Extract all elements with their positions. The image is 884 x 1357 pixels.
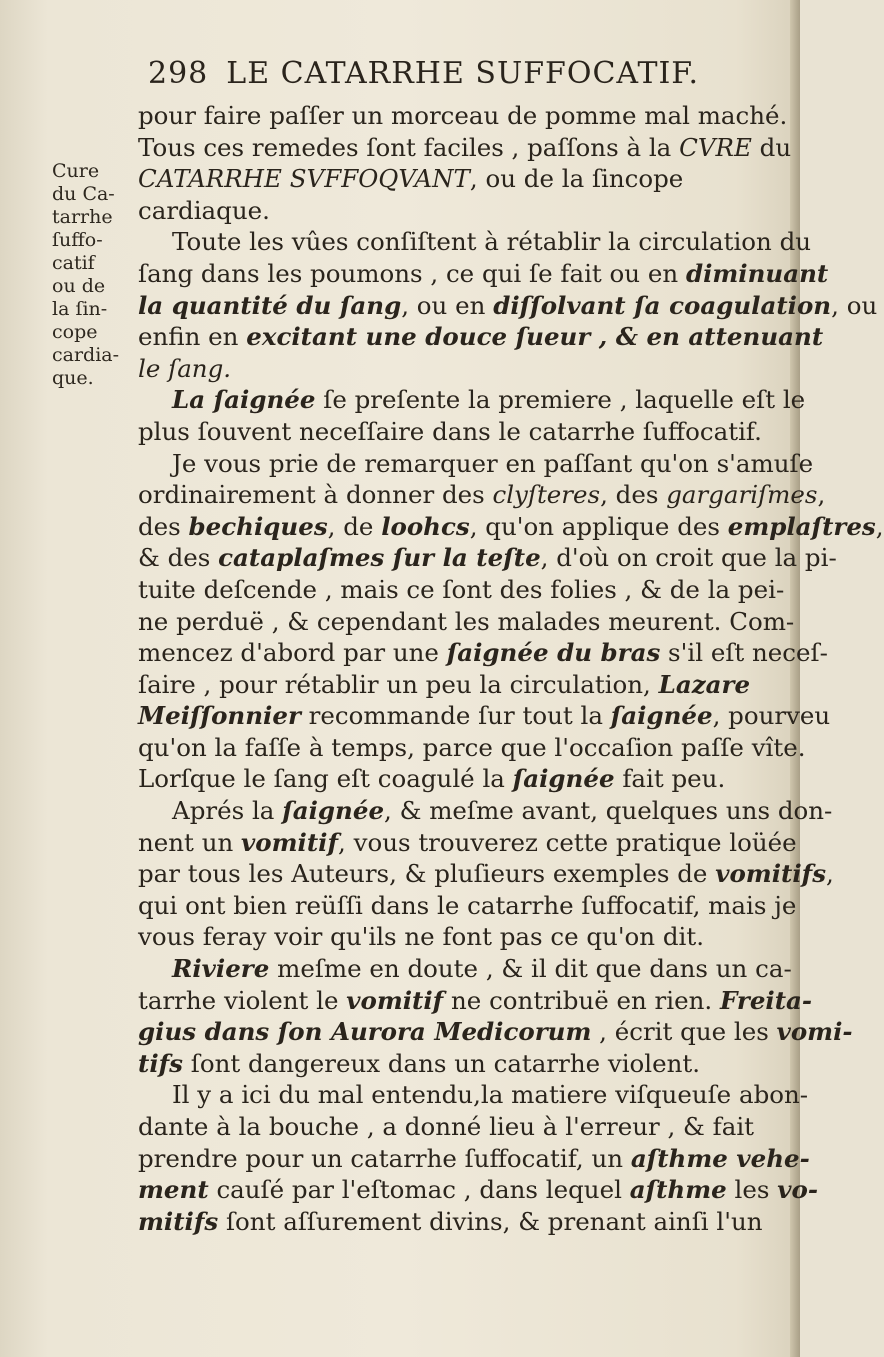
italic-text: ſaignée du bras: [446, 638, 661, 668]
text-segment: , pourveu: [712, 701, 831, 731]
italic-text: gargariſmes: [666, 480, 818, 510]
text-segment: Aprés la: [172, 796, 283, 826]
text-segment: cardiaque.: [138, 195, 270, 225]
text-line: [138, 606, 795, 638]
italic-text: la quantité du ſang: [138, 290, 402, 320]
margin-note-line: cardia-: [52, 344, 120, 366]
text-segment: meſme en doute , & il dit que dans un ca-: [269, 954, 792, 984]
text-segment: Il y a ici du mal entendu,la matiere viſqueuſe abon-: [172, 1080, 809, 1110]
margin-note-line: que.: [52, 367, 94, 389]
text-line: [138, 353, 778, 385]
text-line: [138, 985, 813, 1017]
italic-text: ſaignée: [282, 796, 385, 826]
italic-text: gius dans ſon Aurora Medicorum: [138, 1017, 592, 1047]
italic-text: La ſaignée: [172, 385, 316, 415]
text-line: [138, 1079, 809, 1111]
text-segment: fait peu.: [614, 764, 726, 794]
text-segment: tarrhe violent le: [138, 985, 347, 1015]
italic-text: Freita-: [719, 985, 813, 1015]
text-line: [138, 1174, 818, 1206]
text-segment: ne contribuë en rien.: [443, 985, 720, 1015]
text-line: [138, 290, 878, 322]
text-line: [138, 732, 806, 764]
text-segment: cauſé par l'eſtomac , dans lequel: [208, 1175, 630, 1205]
text-line: [138, 574, 785, 606]
text-segment: ſang dans les poumons , ce qui ſe fait ou en: [138, 258, 686, 288]
italic-text: mitifs: [138, 1206, 219, 1236]
text-line: [138, 637, 828, 669]
italic-text: ſaignée: [512, 764, 615, 794]
text-line: [138, 795, 833, 827]
text-line: [138, 921, 778, 953]
text-segment: qui ont bien reüſſi dans le catarrhe ſuffocatif, mais je: [138, 890, 797, 920]
text-segment: ne perduë , & cependant les malades meurent. Com-: [138, 606, 795, 636]
text-segment: , écrit que les: [591, 1017, 777, 1047]
text-segment: ordinairement à donner des: [138, 480, 493, 510]
text-segment: , de: [327, 511, 382, 541]
text-segment: s'il eſt neceſ-: [660, 638, 828, 668]
text-segment: plus ſouvent neceſſaire dans le catarrhe ſuffocatif.: [138, 416, 762, 446]
body-text: [138, 100, 884, 1237]
italic-text: excitant une douce ſueur , & en attenuant: [246, 322, 824, 352]
margin-note-line: ou de: [52, 275, 106, 297]
text-line: [138, 226, 812, 258]
italic-text: aſthme: [629, 1175, 727, 1205]
text-segment: recommande ſur tout la: [300, 701, 611, 731]
italic-text: bechiques: [188, 511, 328, 541]
text-segment: , des: [600, 480, 667, 510]
italic-text: le ſang.: [138, 353, 232, 383]
margin-note-line: ſuffo-: [52, 229, 103, 251]
text-line: [138, 100, 788, 132]
text-line: [138, 542, 837, 574]
text-segment: tuite deſcende , mais ce ſont des folies , & de la pei-: [138, 574, 785, 604]
text-line: [138, 384, 806, 416]
margin-note-line: Cure: [52, 160, 100, 182]
text-line: [138, 1016, 853, 1048]
italic-text: CVRE: [679, 132, 752, 162]
running-title: LE CATARRHE SUFFOCATIF.: [226, 56, 699, 91]
italic-text: vo-: [777, 1175, 818, 1205]
italic-text: cataplaſmes ſur la teſte: [218, 543, 541, 573]
text-line: [138, 132, 792, 164]
italic-text: diſſolvant ſa coagulation: [493, 290, 832, 320]
italic-text: ſaignée: [610, 701, 713, 731]
italic-text: emplaſtres: [727, 511, 876, 541]
text-line: [138, 1111, 778, 1143]
text-line: [138, 479, 826, 511]
margin-note-line: du Ca-: [52, 183, 115, 205]
text-segment: par tous les Auteurs, & pluſieurs exemples de: [138, 859, 716, 889]
text-line: [138, 195, 778, 227]
text-segment: enfin en: [138, 322, 247, 352]
text-segment: vous feray voir qu'ils ne font pas ce qu'on dit.: [138, 922, 705, 952]
running-header: [148, 56, 768, 96]
text-segment: ſont aſſurement divins, & prenant ainſi l'un: [218, 1206, 763, 1236]
text-segment: Tous ces remedes ſont faciles , paſſons à la: [138, 132, 680, 162]
text-segment: ſont dangereux dans un catarrhe violent.: [182, 1048, 701, 1078]
text-segment: & des: [138, 543, 219, 573]
text-segment: , & meſme avant, quelques uns don-: [384, 796, 833, 826]
text-line: [138, 763, 778, 795]
text-segment: ,: [875, 511, 884, 541]
text-segment: , qu'on applique des: [469, 511, 728, 541]
text-line: [138, 827, 797, 859]
italic-text: vomitifs: [715, 859, 826, 889]
text-segment: prendre pour un catarrhe ſuffocatif, un: [138, 1143, 631, 1173]
text-line: [138, 1048, 778, 1080]
italic-text: diminuant: [685, 258, 829, 288]
text-line: [138, 163, 778, 195]
italic-text: ment: [138, 1175, 209, 1205]
margin-note-line: tarrhe: [52, 206, 113, 228]
text-line: [138, 890, 797, 922]
italic-text: loohcs: [381, 511, 470, 541]
italic-text: vomitif: [346, 985, 444, 1015]
text-line: [138, 1206, 778, 1238]
italic-text: vomi-: [776, 1017, 853, 1047]
text-segment: du: [751, 132, 792, 162]
text-line: [138, 416, 778, 448]
text-line: [138, 258, 829, 290]
text-segment: ,: [826, 859, 834, 889]
italic-text: tifs: [138, 1048, 183, 1078]
text-segment: , ou en: [401, 290, 494, 320]
text-segment: les: [726, 1175, 778, 1205]
text-segment: Je vous prie de remarquer en paſſant qu'on s'amuſe: [172, 448, 814, 478]
text-line: [138, 700, 831, 732]
text-segment: des: [138, 511, 189, 541]
text-line: [138, 669, 778, 701]
text-line: [138, 511, 884, 543]
text-line: [138, 321, 824, 353]
italic-text: Riviere: [172, 954, 270, 984]
italic-text: vomitif: [241, 827, 339, 857]
text-segment: ſe preſente la premiere , laquelle eſt le: [315, 385, 806, 415]
text-segment: , ou: [831, 290, 878, 320]
italic-text: CATARRHE SVFFOQVANT: [138, 164, 470, 194]
text-line: [138, 1143, 810, 1175]
text-segment: , d'où on croit que la pi-: [540, 543, 837, 573]
text-segment: pour faire paſſer un morceau de pomme mal maché.: [138, 101, 788, 130]
text-segment: ,: [817, 480, 826, 510]
margin-note: [52, 160, 132, 390]
italic-text: aſthme vehe-: [630, 1143, 810, 1173]
text-segment: dante à la bouche , a donné lieu à l'erreur , & fait: [138, 1112, 755, 1141]
text-segment: , ou de la ſincope: [469, 164, 684, 194]
page-number: 298: [148, 56, 209, 91]
text-segment: ſaire , pour rétablir un peu la circulation,: [138, 669, 659, 699]
text-line: [138, 448, 814, 480]
text-line: [138, 953, 792, 985]
text-segment: , vous trouverez cette pratique loüée: [338, 827, 797, 857]
margin-note-line: cope: [52, 321, 98, 343]
text-line: [138, 858, 834, 890]
margin-note-line: la ſin-: [52, 298, 108, 320]
italic-text: Meiſſonnier: [138, 701, 301, 731]
italic-text: Lazare: [658, 669, 751, 699]
text-segment: Lorſque le ſang eſt coagulé la: [138, 764, 513, 794]
text-segment: qu'on la faſſe à temps, parce que l'occaſion paſſe vîte.: [138, 732, 806, 762]
text-segment: Toute les vûes conſiſtent à rétablir la circulation du: [172, 227, 812, 257]
italic-text: clyſteres: [492, 480, 601, 510]
text-segment: nent un: [138, 827, 242, 857]
text-segment: mencez d'abord par une: [138, 638, 447, 668]
margin-note-line: catif: [52, 252, 95, 274]
